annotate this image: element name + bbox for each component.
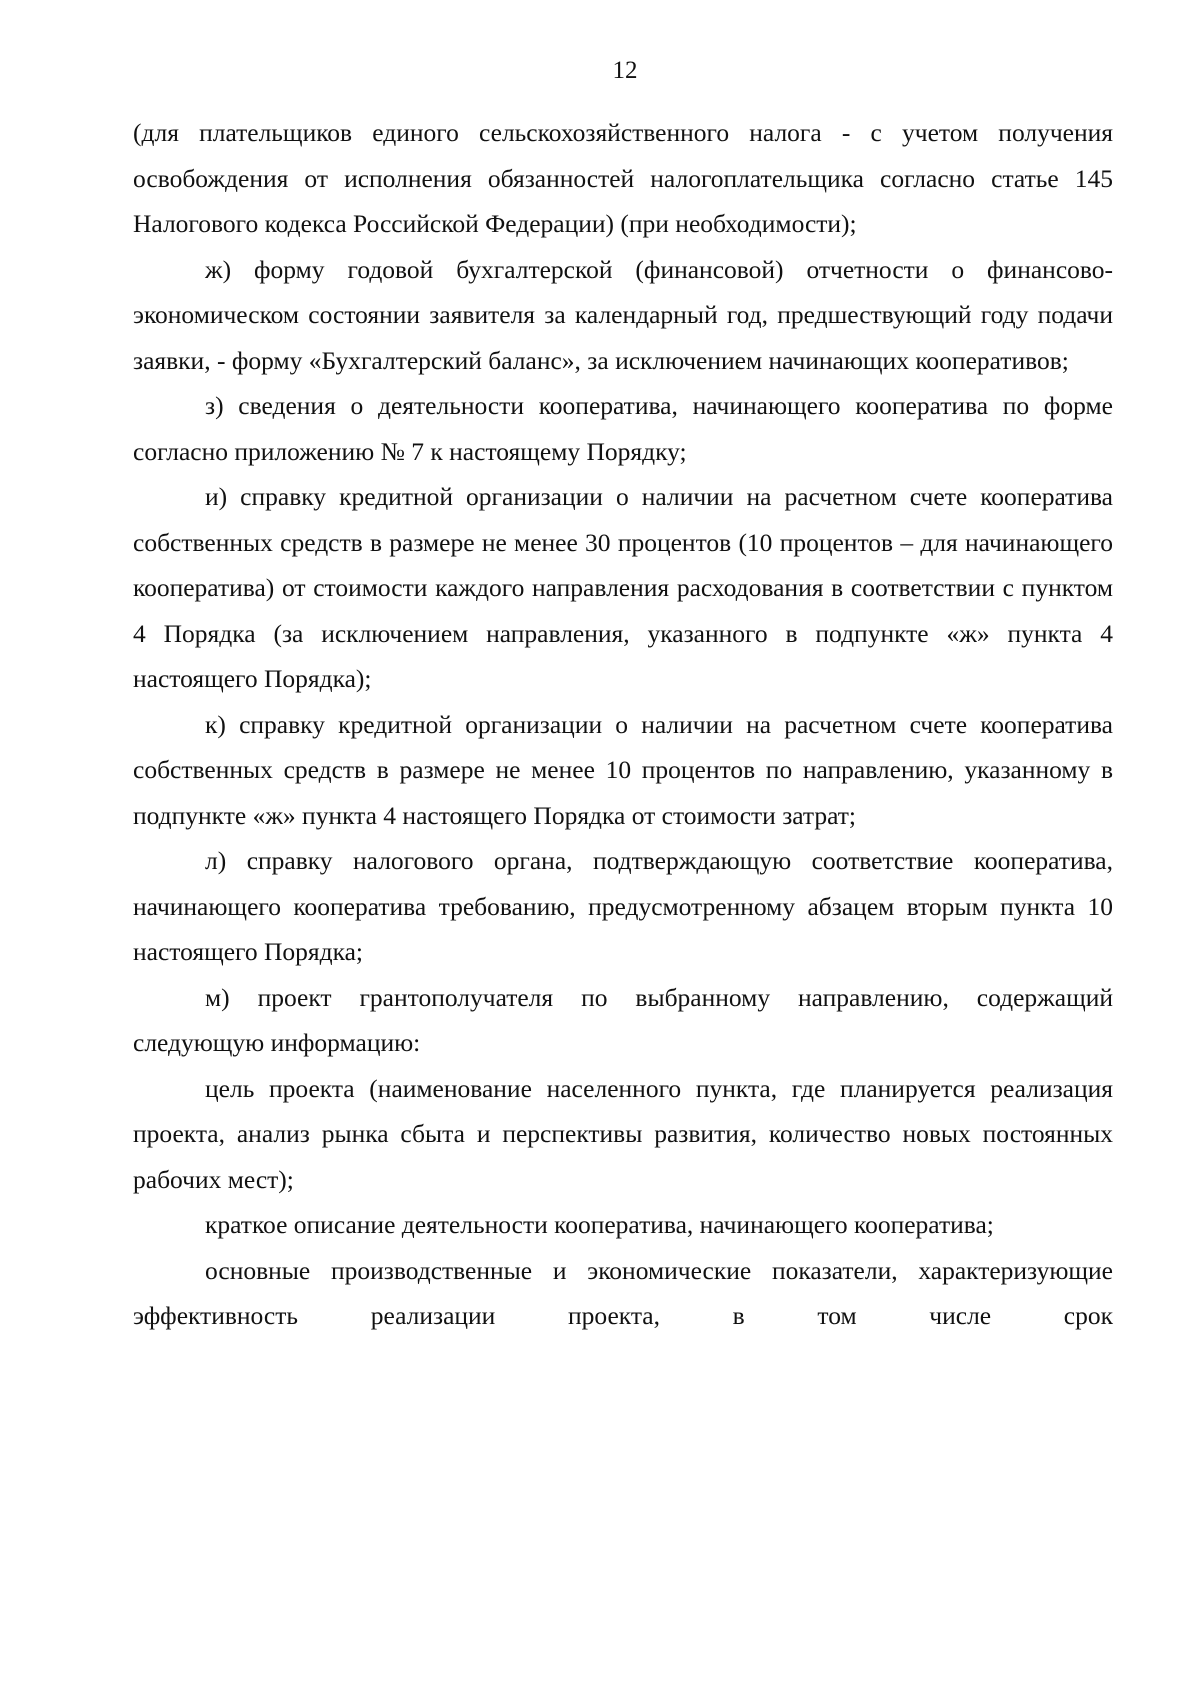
- page-number: 12: [612, 57, 638, 84]
- paragraph-item-i: и) справку кредитной организации о наличии на расчетном счете кооператива собственных средств в размере не менее 30 процентов (10 процентов – для начинающего кооператива) от стоимости каждого направления расходования в соответствии с пунктом 4 Порядка (за исключением направления, указанного в подпункте «ж» пункта 4 настоящего Порядка);: [133, 482, 1113, 693]
- document-body: [133, 110, 1113, 1339]
- paragraph-activity-description: краткое описание деятельности кооператива, начинающего кооператива;: [205, 1210, 994, 1239]
- paragraph-item-k: к) справку кредитной организации о наличии на расчетном счете кооператива собственных средств в размере не менее 10 процентов по направлению, указанному в подпункте «ж» пункта 4 настоящего Порядка от стоимости затрат;: [133, 709, 1113, 830]
- paragraph-continuation: (для плательщиков единого сельскохозяйственного налога - с учетом получения освобождения от исполнения обязанностей налогоплательщика согласно статье 145 Налогового кодекса Российской Федерации) (при необходимости);: [133, 118, 1113, 238]
- paragraph-key-indicators: основные производственные и экономические показатели, характеризующие эффективность реализации проекта, в том числе срок: [133, 1255, 1113, 1330]
- paragraph-item-zh: ж) форму годовой бухгалтерской (финансовой) отчетности о финансово-экономическом состоянии заявителя за календарный год, предшествующий году подачи заявки, - форму «Бухгалтерский баланс», за исключением начинающих кооперативов;: [133, 254, 1113, 375]
- paragraph-item-l: л) справку налогового органа, подтверждающую соответствие кооператива, начинающего кооператива требованию, предусмотренному абзацем вторым пункта 10 настоящего Порядка;: [133, 846, 1113, 966]
- paragraph-project-goal: цель проекта (наименование населенного пункта, где планируется реализация проекта, анализ рынка сбыта и перспективы развития, количество новых постоянных рабочих мест);: [133, 1073, 1113, 1194]
- paragraph-item-z: з) сведения о деятельности кооператива, начинающего кооператива по форме согласно приложению № 7 к настоящему Порядку;: [133, 391, 1113, 466]
- paragraph-item-m: м) проект грантополучателя по выбранному направлению, содержащий следующую информацию:: [133, 982, 1113, 1057]
